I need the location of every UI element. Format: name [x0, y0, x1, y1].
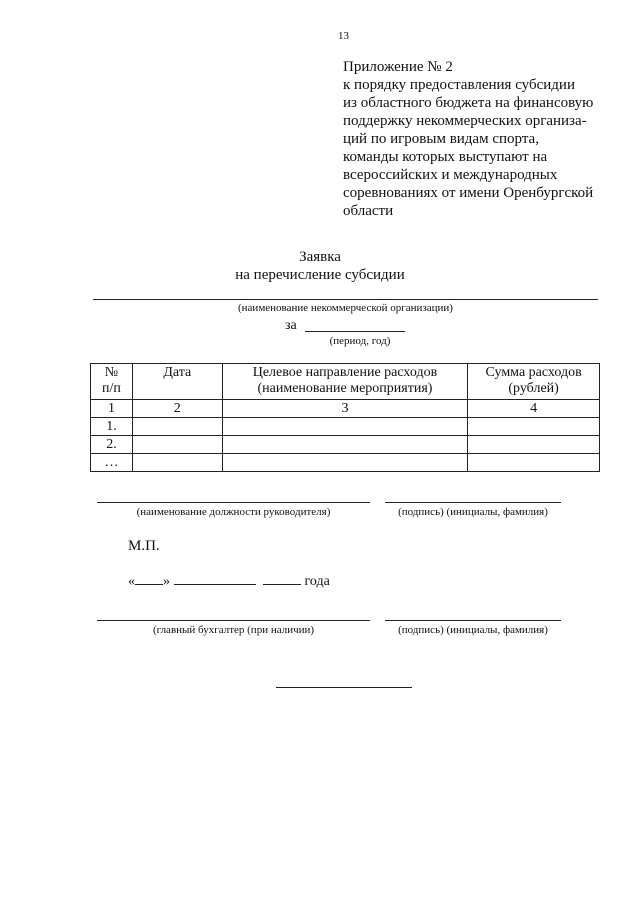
table-cell: [132, 418, 222, 436]
year-blank: [263, 572, 301, 585]
head-signature-caption: (подпись) (инициалы, фамилия): [398, 506, 548, 518]
document-title: Заявка: [299, 249, 341, 265]
table-cell: …: [91, 454, 133, 472]
period-line: [305, 331, 405, 332]
date-suffix: года: [304, 574, 330, 589]
table-cell: 2: [132, 400, 222, 418]
annex-line: соревнованиях от имени Оренбургской: [343, 185, 594, 201]
header-date: Дата: [132, 364, 222, 400]
annex-line: команды которых выступают на: [343, 149, 548, 165]
request-table: [90, 363, 600, 472]
table-cell: [222, 418, 468, 436]
table-row: [91, 400, 600, 418]
table-cell: 3: [222, 400, 468, 418]
table-cell: [132, 436, 222, 454]
annex-line: поддержку некоммерческих организа-: [343, 113, 587, 129]
table-cell: 1.: [91, 418, 133, 436]
date-open-quote: «: [128, 574, 135, 589]
date-close-quote: »: [163, 574, 170, 589]
period-caption: (период, год): [329, 335, 391, 347]
organization-caption: (наименование некоммерческой организации): [238, 302, 453, 314]
month-blank: [174, 572, 256, 585]
table-cell: [222, 454, 468, 472]
header-number: № п/п: [91, 364, 133, 400]
table-cell: [132, 454, 222, 472]
header-amount: Сумма расходов (рублей): [468, 364, 600, 400]
table-cell: 2.: [91, 436, 133, 454]
annex-line: всероссийских и международных: [343, 167, 558, 183]
table-row: [91, 418, 600, 436]
annex-title: Приложение № 2: [343, 59, 453, 75]
table-row: [91, 454, 600, 472]
head-position-line: [97, 502, 370, 503]
annex-line: ций по игровым видам спорта,: [343, 131, 539, 147]
accountant-signature-line: [385, 620, 561, 621]
accountant-signature-caption: (подпись) (инициалы, фамилия): [398, 624, 548, 636]
date-line: [128, 572, 330, 590]
table-cell: 1: [91, 400, 133, 418]
organization-name-line: [93, 299, 598, 300]
table-cell: 4: [468, 400, 600, 418]
table-header-row: [91, 364, 600, 400]
table-cell: [468, 454, 600, 472]
accountant-caption: (главный бухгалтер (при наличии): [152, 624, 315, 636]
table-cell: [468, 418, 600, 436]
period-prefix: за: [285, 318, 297, 333]
page-number: 13: [338, 30, 349, 42]
document-subtitle: на перечисление субсидии: [235, 267, 405, 283]
annex-line: из областного бюджета на финансовую: [343, 95, 594, 111]
annex-description: [343, 76, 613, 220]
table-cell: [468, 436, 600, 454]
table-cell: [222, 436, 468, 454]
accountant-line: [97, 620, 370, 621]
stamp-label: М.П.: [128, 538, 160, 554]
annex-line: к порядку предоставления субсидии: [343, 77, 575, 93]
day-blank: [135, 572, 163, 585]
closing-divider: [276, 687, 412, 688]
head-position-caption: (наименование должности руководителя): [136, 506, 331, 518]
head-signature-line: [385, 502, 561, 503]
header-purpose: Целевое направление расходов (наименование мероприятия): [222, 364, 468, 400]
annex-line: области: [343, 203, 394, 219]
table-row: [91, 436, 600, 454]
